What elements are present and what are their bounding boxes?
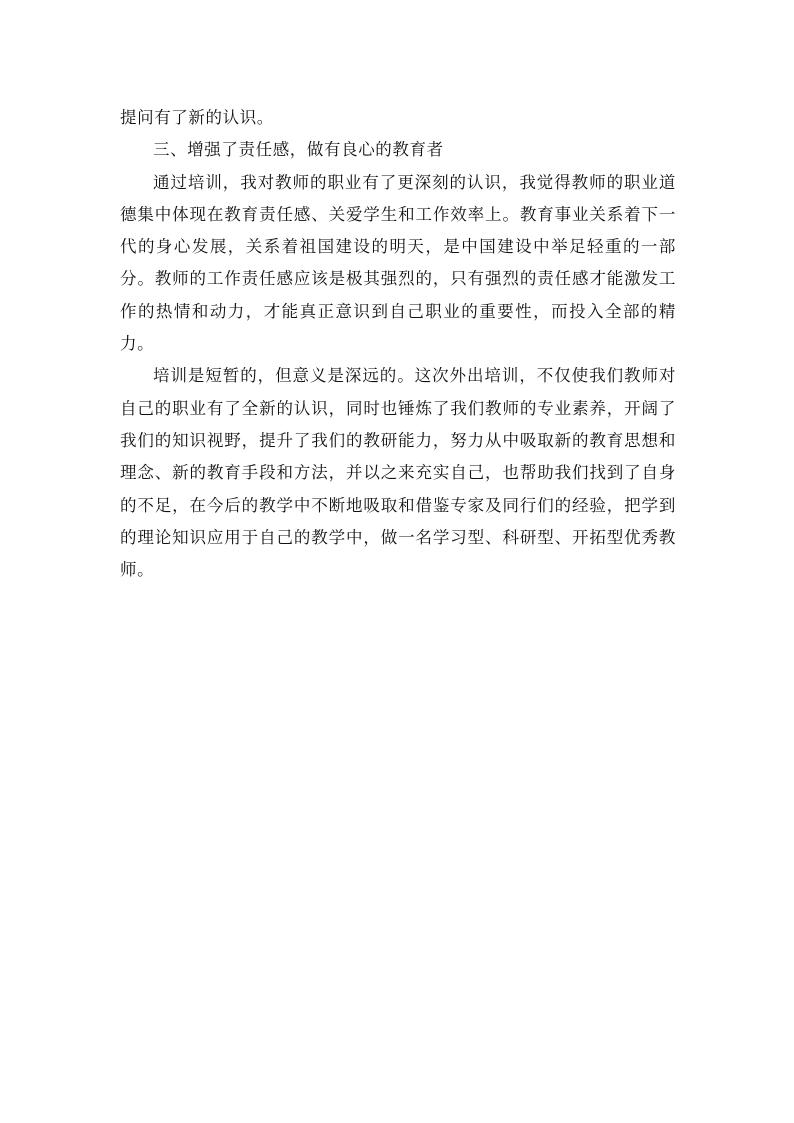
document-body [120,102,676,586]
section-heading: 三、增强了责任感，做有良心的教育者 [153,140,444,160]
paragraph-continuation: 提问有了新的认识。 [120,108,274,127]
paragraph-responsibility: 通过培训，我对教师的职业有了更深刻的认识，我觉得教师的职业道德集中体现在教育责任感、关爱学生和工作效率上。教育事业关系着下一代的身心发展，关系着祖国建设的明天，是中国建设中举足轻重的一部分。教师的工作责任感应该是极其强烈的，只有强烈的责任感才能激发工作的热情和动力，才能真正意识到自己职业的重要性，而投入全部的精力。 [120,172,676,354]
paragraph-conclusion: 培训是短暂的，但意义是深远的。这次外出培训，不仅使我们教师对自己的职业有了全新的认识，同时也锤炼了我们教师的专业素养，开阔了我们的知识视野，提升了我们的教研能力，努力从中吸取新的教育思想和理念、新的教育手段和方法，并以之来充实自己，也帮助我们找到了自身的不足，在今后的教学中不断地吸取和借鉴专家及同行们的经验，把学到的理论知识应用于自己的教学中，做一名学习型、科研型、开拓型优秀教师。 [120,366,676,580]
